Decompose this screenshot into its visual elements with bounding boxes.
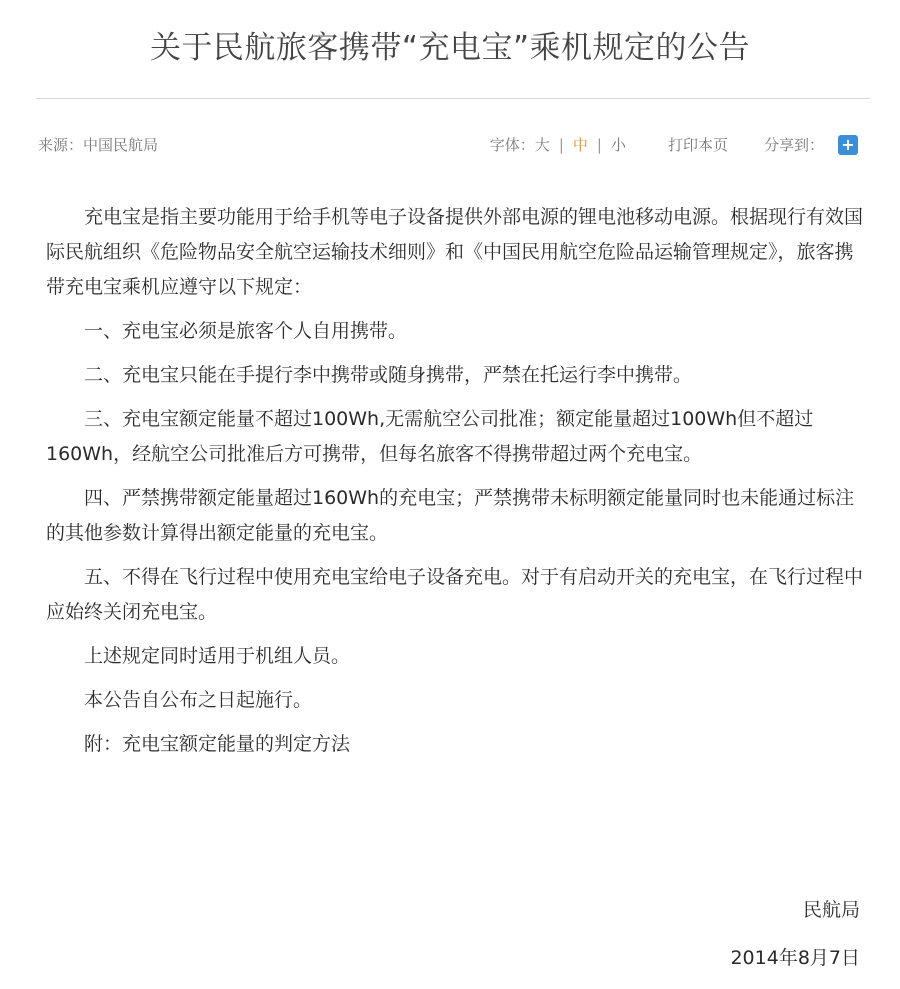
share-label: 分享到： [763, 136, 824, 154]
issuer-name: 民航局 [802, 899, 860, 921]
paragraph-attachment-link[interactable]: 附：充电宝额定能量的判定方法 [84, 733, 351, 755]
paragraph-rule-3: 三、充电宝额定能量不超过100Wh,无需航空公司批准；额定能量超过100Wh但不超过160Wh，经航空公司批准后方可携带，但每名旅客不得携带超过两个充电宝。 [46, 408, 814, 465]
issue-date: 2014年8月7日 [730, 947, 860, 969]
paragraph-intro: 充电宝是指主要功能用于给手机等电子设备提供外部电源的锂电池移动电源。根据现行有效国际民航组织《危险物品安全航空运输技术细则》和《中国民用航空危险品运输管理规定》，旅客携带充电宝乘机应遵守以下规定： [46, 206, 864, 298]
article-meta-bar [38, 134, 858, 156]
plus-icon[interactable]: + [838, 135, 858, 155]
paragraph-crew-note: 上述规定同时适用于机组人员。 [84, 645, 351, 667]
article-body [46, 200, 864, 771]
signature-block [730, 893, 860, 989]
separator: | [558, 135, 564, 154]
print-page-link[interactable]: 打印本页 [667, 136, 728, 154]
separator: | [596, 135, 602, 154]
article-tools [490, 134, 858, 155]
paragraph-rule-2: 二、充电宝只能在手提行李中携带或随身携带，严禁在托运行李中携带。 [84, 364, 693, 386]
paragraph-effective-date: 本公告自公布之日起施行。 [84, 689, 313, 711]
font-size-medium-button[interactable]: 中 [572, 136, 588, 154]
paragraph-rule-5: 五、不得在飞行过程中使用充电宝给电子设备充电。对于有启动开关的充电宝，在飞行过程中应始终关闭充电宝。 [46, 566, 864, 623]
paragraph-rule-4: 四、严禁携带额定能量超过160Wh的充电宝；严禁携带未标明额定能量同时也未能通过标注的其他参数计算得出额定能量的充电宝。 [46, 487, 855, 544]
font-size-label: 字体： [489, 136, 535, 154]
font-size-small-button[interactable]: 小 [610, 136, 626, 154]
title-divider [36, 98, 870, 99]
paragraph-rule-1: 一、充电宝必须是旅客个人自用携带。 [84, 320, 408, 342]
font-size-large-button[interactable]: 大 [534, 136, 550, 154]
article-title: 关于民航旅客携带“充电宝”乘机规定的公告 [149, 30, 751, 66]
source-label: 来源：中国民航局 [38, 136, 159, 154]
